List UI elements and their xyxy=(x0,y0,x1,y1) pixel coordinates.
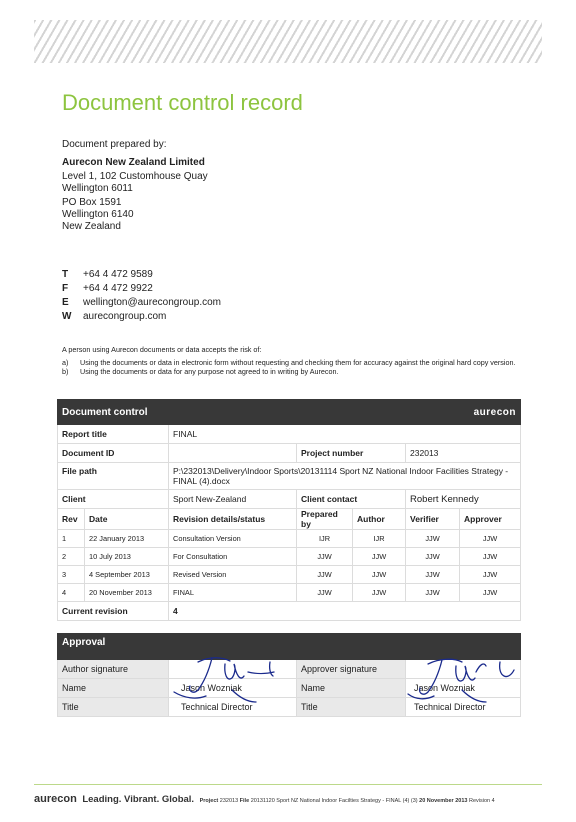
document-id-label: Document ID xyxy=(58,444,169,463)
footer-divider xyxy=(34,784,542,785)
company-name: Aurecon New Zealand Limited xyxy=(62,157,205,168)
approver-cell: JJW xyxy=(460,584,521,602)
status-cell: Revised Version xyxy=(169,566,297,584)
column-header: Verifier xyxy=(406,509,460,530)
author-cell: IJR xyxy=(353,530,406,548)
postal-address xyxy=(62,197,134,233)
page-title: Document control record xyxy=(62,90,303,115)
prepared-by-cell: IJR xyxy=(297,530,353,548)
control-header: Document control xyxy=(58,400,406,425)
approver-cell: JJW xyxy=(460,566,521,584)
aurecon-logo: aurecon xyxy=(406,400,521,425)
footer-revision-label: Revision xyxy=(468,798,491,804)
prepared-by-cell: JJW xyxy=(297,584,353,602)
rev-cell: 2 xyxy=(58,548,85,566)
table-row xyxy=(58,444,521,463)
contact-web[interactable]: W aurecongroup.com xyxy=(62,311,167,322)
approver-title-label: Title xyxy=(297,698,406,717)
date-cell: 22 January 2013 xyxy=(85,530,169,548)
footer-project-label: Project xyxy=(199,798,219,804)
column-headers xyxy=(58,509,521,530)
footer-tagline: Leading. Vibrant. Global. xyxy=(82,794,195,805)
author-cell: JJW xyxy=(353,584,406,602)
author-cell: JJW xyxy=(353,566,406,584)
prepared-by-label: Document prepared by: xyxy=(62,139,167,150)
address-line: Wellington 6011 xyxy=(62,183,133,194)
footer-project: 232013 xyxy=(219,798,239,804)
client-contact-value: Robert Kennedy xyxy=(406,490,521,509)
verifier-cell: JJW xyxy=(406,548,460,566)
contact-fax: F +64 4 472 9922 xyxy=(62,283,153,294)
date-cell: 10 July 2013 xyxy=(85,548,169,566)
approver-name-value: Jason Wozniak xyxy=(406,679,521,698)
author-signature-image xyxy=(170,652,280,710)
approver-name-label: Name xyxy=(297,679,406,698)
address-line: New Zealand xyxy=(62,221,121,232)
page-footer xyxy=(34,793,495,805)
prepared-by-cell: JJW xyxy=(297,566,353,584)
column-header: Author xyxy=(353,509,406,530)
column-header: Revision details/status xyxy=(169,509,297,530)
file-path-value: P:\232013\Delivery\Indoor Sports\20131114 Sport NZ National Indoor Facilities Strategy -FINAL (4).docx xyxy=(169,463,521,490)
project-number-value: 232013 xyxy=(406,444,521,463)
approver-cell: JJW xyxy=(460,548,521,566)
contact-phone: T +64 4 472 9589 xyxy=(62,269,153,280)
approval-header: Approval xyxy=(58,634,521,660)
current-revision-label: Current revision xyxy=(58,602,169,621)
column-header: Approver xyxy=(460,509,521,530)
approver-signature-label: Approver signature xyxy=(297,660,406,679)
author-name-label: Name xyxy=(58,679,169,698)
footer-date: 20 November 2013 xyxy=(419,798,468,804)
footer-logo: aurecon xyxy=(34,793,77,805)
report-title-value: FINAL xyxy=(169,425,521,444)
document-id-value xyxy=(169,444,297,463)
status-cell: FINAL xyxy=(169,584,297,602)
column-header: Prepared by xyxy=(297,509,353,530)
contact-list xyxy=(62,269,221,325)
street-address xyxy=(62,171,208,195)
rev-cell: 3 xyxy=(58,566,85,584)
table-row xyxy=(58,463,521,490)
approver-cell: JJW xyxy=(460,530,521,548)
header-hatch-band xyxy=(34,20,542,63)
address-line: Level 1, 102 Customhouse Quay xyxy=(62,171,208,182)
table-row xyxy=(58,548,521,566)
author-cell: JJW xyxy=(353,548,406,566)
contact-email[interactable]: E wellington@aurecongroup.com xyxy=(62,297,222,308)
date-cell: 20 November 2013 xyxy=(85,584,169,602)
risk-intro: A person using Aurecon documents or data accepts the risk of: xyxy=(62,345,262,354)
column-header: Date xyxy=(85,509,169,530)
table-header-bar xyxy=(58,400,521,425)
client-contact-label: Client contact xyxy=(297,490,406,509)
address-line: PO Box 1591 xyxy=(62,197,122,208)
date-cell: 4 September 2013 xyxy=(85,566,169,584)
footer-file: 20131120 Sport NZ National Indoor Facilties Strategy - FINAL (4) (3) xyxy=(250,798,418,804)
table-row xyxy=(58,490,521,509)
table-row xyxy=(58,602,521,621)
verifier-cell: JJW xyxy=(406,584,460,602)
footer-revision: 4 xyxy=(491,798,495,804)
report-title-label: Report title xyxy=(58,425,169,444)
current-revision-value: 4 xyxy=(169,602,521,621)
verifier-cell: JJW xyxy=(406,530,460,548)
risk-disclaimer xyxy=(62,345,522,376)
column-header: Rev xyxy=(58,509,85,530)
status-cell: Consultation Version xyxy=(169,530,297,548)
status-cell: For Consultation xyxy=(169,548,297,566)
footer-file-label: File xyxy=(239,798,250,804)
risk-item: a) Using the documents or data in electronic form without requesting and checking them for accuracy against the original hard copy version. xyxy=(62,358,516,367)
risk-item: b) Using the documents or data for any purpose not agreed to in writing by Aurecon. xyxy=(62,367,339,376)
approver-signature-image xyxy=(404,652,516,710)
client-value: Sport New-Zealand xyxy=(169,490,297,509)
table-row xyxy=(58,566,521,584)
rev-cell: 1 xyxy=(58,530,85,548)
client-label: Client xyxy=(58,490,169,509)
prepared-by-cell: JJW xyxy=(297,548,353,566)
verifier-cell: JJW xyxy=(406,566,460,584)
project-number-label: Project number xyxy=(297,444,406,463)
author-title-label: Title xyxy=(58,698,169,717)
author-name-value: Jason Wozniak xyxy=(169,679,297,698)
rev-cell: 4 xyxy=(58,584,85,602)
file-path-label: File path xyxy=(58,463,169,490)
author-title-value: Technical Director xyxy=(169,698,297,717)
document-control-table xyxy=(57,399,521,621)
table-row xyxy=(58,530,521,548)
table-row xyxy=(58,584,521,602)
address-line: Wellington 6140 xyxy=(62,209,134,220)
approver-title-value: Technical Director xyxy=(406,698,521,717)
table-row xyxy=(58,425,521,444)
author-signature-label: Author signature xyxy=(58,660,169,679)
